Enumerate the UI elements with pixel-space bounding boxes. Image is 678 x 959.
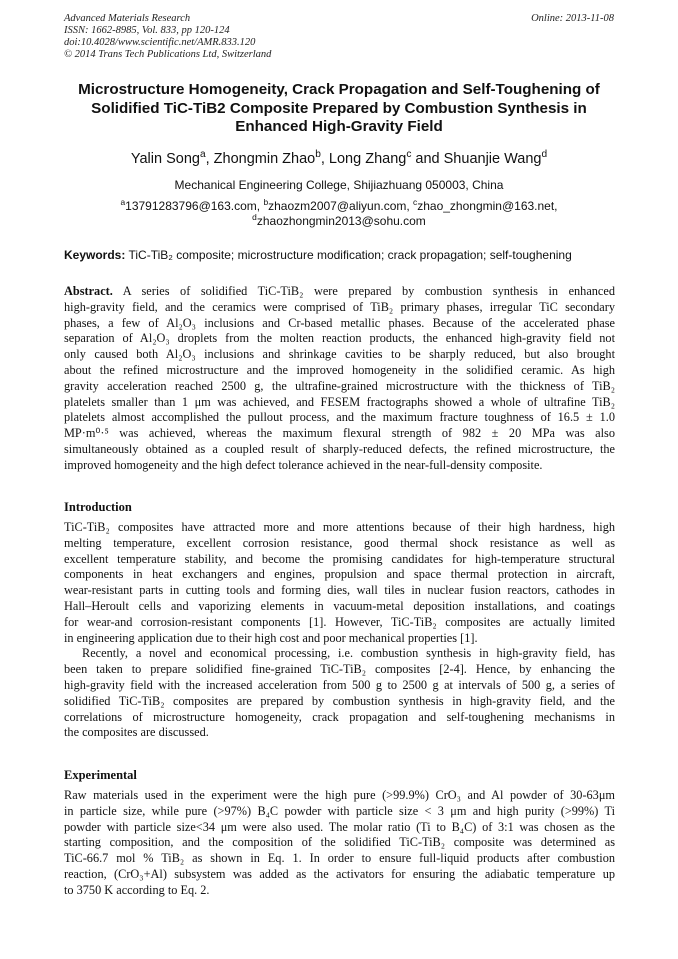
- author-separator: ,: [320, 151, 329, 167]
- email-line: [0, 199, 678, 214]
- body-line: in particle size, while pure (>97%) B₄C powder with particle size < 3 μm and high purity (>99%) Ti: [64, 803, 615, 818]
- keywords-label: Keywords:: [64, 248, 126, 262]
- body-line: wear-resistant parts in cutting tools and forming dies, wall tiles in nuclear fusion reactors, cathodes in: [64, 583, 615, 598]
- body-line: components in heat exchangers and engines, propulsion and space thermal protection in aircraft,: [64, 567, 615, 582]
- abstract-line: improved homogeneity and the high defect tolerance achieved in the near-full-density composite.: [64, 457, 543, 472]
- body-line: to 3750 K according to Eq. 2.: [64, 882, 210, 897]
- copyright-line: © 2014 Trans Tech Publications Ltd, Switzerland: [64, 49, 272, 60]
- title-line: Solidified TiC-TiB2 Composite Prepared by Combustion Synthesis in: [91, 99, 587, 117]
- email-list: [0, 199, 678, 229]
- body-line: Raw materials used in the experiment were the high pure (>99.9%) CrO₃ and Al powder of 30-63μm: [64, 788, 615, 802]
- body-line: correlations of microstructure homogeneity, crack propagation and self-toughening mechanisms in: [64, 709, 615, 724]
- abstract-label: Abstract.: [64, 284, 113, 298]
- body-line: the composites are discussed.: [64, 725, 209, 740]
- body-line: in engineering application due to their high cost and poor mechanical properties [1].: [64, 630, 478, 645]
- email-address: 13791283796@163.com,: [125, 199, 264, 213]
- body-line: reaction, (CrO₃+Al) subsystem was added as the activators for ensuring the adiabatic temperature up: [64, 866, 615, 881]
- abstract-text: A series of solidified TiC-TiB₂ were prepared by combustion synthesis in enhanced: [112, 284, 615, 298]
- introduction-body: [64, 520, 615, 741]
- author-mark: a: [199, 149, 206, 161]
- paper-title: [54, 81, 624, 137]
- author-name: Yalin Song: [130, 151, 200, 167]
- body-line: been taken to prepare solidified fine-grained TiC-TiB₂ composites [2-4]. Hence, by enhancing the: [64, 662, 615, 677]
- doi-line: doi:10.4028/www.scientific.net/AMR.833.120: [64, 37, 256, 48]
- author-separator: ,: [205, 151, 214, 167]
- email-address: zhaozhongmin2013@sohu.com: [256, 214, 426, 228]
- abstract-line: high-gravity field, and the ceramics were comprised of TiB₂ primary phases, irregular TiC secondary: [64, 299, 615, 314]
- email-line: [0, 214, 678, 229]
- body-line: high-gravity field with the increased acceleration from 500 g to 2500 g at intervals of 500 g, a series of: [64, 677, 615, 692]
- author-mark: c: [406, 149, 412, 161]
- body-line: TiC-TiB₂ composites have attracted more and more attentions because of their high hardness, high: [64, 520, 615, 534]
- abstract-line: about the refined microstructure and the improved homogeneity in the solidified ceramic. As high: [64, 362, 615, 377]
- abstract-line: platelets almost accomplished the pullout process, and the maximum fracture toughness of 16.5 ± 1.0: [64, 410, 615, 425]
- email-mark: b: [263, 197, 269, 207]
- abstract-line: gravity acceleration reached 2500 g, the ultrafine-grained microstructure with the thickness of TiB₂: [64, 378, 615, 393]
- author-name: Shuanjie Wang: [443, 151, 542, 167]
- abstract: [64, 284, 615, 474]
- body-line: powder with particle size<34 μm were also used. The molar ratio (Ti to B₄C) of 3:1 was chosen as the: [64, 819, 615, 834]
- body-line: TiC-66.7 mol % TiB₂ as shown in Eq. 1. In order to ensure full-liquid products after combustion: [64, 851, 615, 866]
- body-line: excellent temperature stability, and become the promising candidates for high-temperature structural: [64, 551, 615, 566]
- abstract-line: MP·m⁰·⁵ was achieved, whereas the maximum flexural strength of 982 ± 20 MPa was also: [64, 426, 615, 441]
- affiliation: Mechanical Engineering College, Shijiazhuang 050003, China: [174, 178, 504, 192]
- experimental-body: [64, 788, 615, 899]
- journal-header: [64, 13, 464, 61]
- body-line: Hall–Heroult cells and vaporizing elements in vacuum-metal deposition installations, and coatings: [64, 598, 615, 613]
- abstract-line: phases, a few of Al₂O₃ inclusions and Cr-based metallic phases. Because of the accelerated phase: [64, 315, 615, 330]
- author-name: Zhongmin Zhao: [213, 151, 316, 167]
- abstract-line: only caused both Al₂O₃ inclusions and shrinkage cavities to be sharply reduced, but also brought: [64, 347, 615, 362]
- abstract-line: separation of Al₂O₃ droplets from the molten reaction products, the enhanced high-gravity field not: [64, 331, 615, 346]
- abstract-line: platelets smaller than 1 μm was achieved, and FESEM fractographs showed a whole of ultrafine TiB₂: [64, 394, 615, 409]
- email-address: zhaozm2007@aliyun.com,: [268, 199, 414, 213]
- body-line: starting composition, and the composition of the solidified TiC-TiB₂ composite was determined as: [64, 835, 615, 850]
- body-line: solidified TiC-TiB₂ composites are prepared by combustion synthesis in high-gravity field, and the: [64, 693, 615, 708]
- body-line: for wear-and corrosion-resistant components [1]. However, TiC-TiB₂ composites are actually limited: [64, 614, 615, 629]
- section-heading-introduction: Introduction: [64, 500, 132, 514]
- keywords-text: TiC-TiB₂ composite; microstructure modification; crack propagation; self-toughening: [128, 248, 572, 262]
- abstract-line: simultaneously obtained as a coupled result of sharply-reduced defects, the refined microstructure, the: [64, 441, 615, 456]
- email-mark: a: [120, 197, 126, 207]
- keywords: [64, 248, 624, 263]
- section-heading-experimental: Experimental: [64, 768, 137, 782]
- body-line: Recently, a novel and economical processing, i.e. combustion synthesis in high-gravity field, has: [82, 646, 615, 661]
- email-mark: c: [413, 197, 418, 207]
- title-line: Microstructure Homogeneity, Crack Propagation and Self-Toughening of: [78, 81, 600, 98]
- email-mark: d: [252, 212, 257, 222]
- title-line: Enhanced High-Gravity Field: [235, 118, 443, 135]
- issn-line: ISSN: 1662-8985, Vol. 833, pp 120-124: [64, 25, 230, 36]
- author-mark: b: [315, 149, 321, 161]
- author-name: Long Zhang: [328, 151, 407, 167]
- body-line: melting temperature, excellent corrosion resistance, good thermal shock resistance as well as: [64, 535, 615, 550]
- journal-name: Advanced Materials Research: [64, 13, 191, 24]
- author-mark: d: [541, 149, 548, 161]
- abstract-line: [64, 284, 615, 300]
- email-address: zhao_zhongmin@163.net,: [417, 199, 558, 213]
- author-and: and: [411, 151, 444, 167]
- author-list: [0, 150, 678, 168]
- online-date: Online: 2013-11-08: [531, 13, 614, 24]
